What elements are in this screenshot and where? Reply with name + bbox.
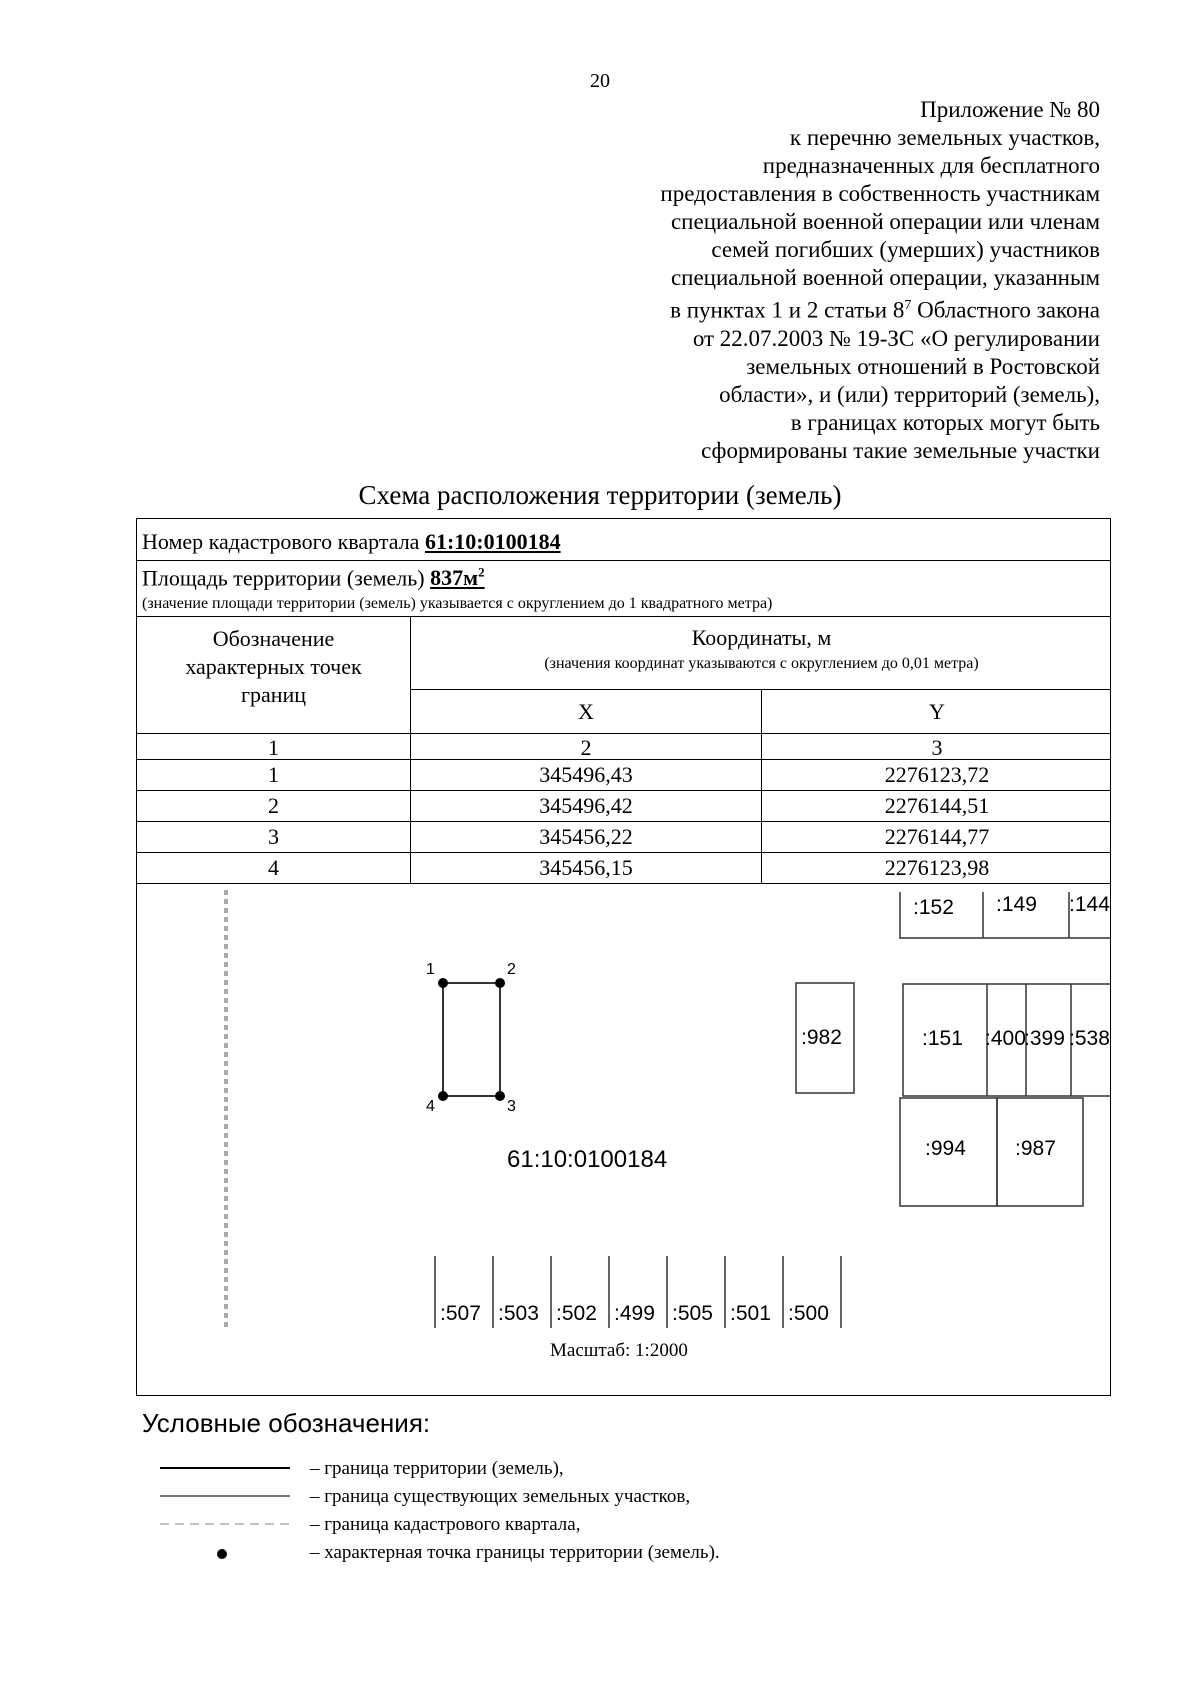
parcel-label: :505 (672, 1302, 713, 1325)
point-label: 3 (507, 1098, 516, 1115)
legend-title: Условные обозначения: (142, 1408, 431, 1438)
parcel-label: :538 (1069, 1027, 1110, 1050)
parcel-label: :400 (985, 1027, 1026, 1050)
parcel-label: :399 (1024, 1027, 1065, 1050)
legend-symbols (150, 1450, 310, 1570)
x-cell: 345456,15 (539, 855, 633, 880)
appendix-line: области», и (или) территорий (земель), (719, 381, 1100, 407)
appendix-line-tail: Областного закона (911, 297, 1100, 323)
parcel-label: :151 (922, 1027, 963, 1050)
parcel-label: :503 (498, 1302, 539, 1325)
boundary-point-marker (495, 1091, 505, 1101)
legend-item: – граница существующих земельных участков, (310, 1486, 691, 1507)
appendix-line: в границах которых могут быть (790, 409, 1100, 435)
point-symbol (217, 1549, 227, 1559)
boundary-point-marker (438, 978, 448, 988)
points-column-header: Обозначение характерных точек границ (185, 626, 362, 707)
parcel-label: :144 (1069, 893, 1110, 916)
y-header: Y (929, 699, 945, 724)
parcel-label: :502 (556, 1302, 597, 1325)
area-value: $837м^2$ (430, 565, 485, 591)
parcel-label: :499 (614, 1302, 655, 1325)
map-scale: Масштаб: 1:2000 (550, 1340, 688, 1361)
coords-note: (значения координат указываются с округлением до 0,01 метра) (544, 655, 979, 672)
cadastral-label: Номер кадастрового квартала (142, 529, 425, 554)
y-cell: 2276144,77 (884, 824, 990, 849)
point-label: 4 (426, 1098, 435, 1115)
point-label: 2 (507, 961, 516, 978)
parcel-label: :987 (1015, 1137, 1056, 1160)
appendix-line: предназначенных для бесплатного (762, 153, 1100, 178)
article-superscript: 7 (904, 298, 912, 313)
appendix-line: Приложение № 80 (920, 97, 1100, 122)
point-cell: 2 (268, 793, 279, 818)
parcel-label: :500 (788, 1302, 829, 1325)
x-header: X (578, 699, 594, 724)
y-cell: 2276123,72 (884, 762, 990, 787)
appendix-line: специальной военной операции, указанным (670, 265, 1100, 290)
point-label: 1 (426, 961, 435, 978)
parcel-label: :501 (730, 1302, 771, 1325)
index-cell: 3 (931, 735, 943, 760)
x-cell: 345496,43 (539, 762, 633, 787)
coords-header: Координаты, м (691, 625, 832, 650)
appendix-line: от 22.07.2003 № 19-ЗС «О регулировании (692, 325, 1100, 351)
parcel-label: :152 (913, 896, 954, 919)
parcel-label: :507 (440, 1302, 481, 1325)
point-cell: 3 (268, 824, 279, 849)
appendix-line: семей погибших (умерших) участников (711, 237, 1100, 262)
parcel-label: :982 (801, 1026, 842, 1049)
appendix-line: к перечню земельных участков, (789, 125, 1100, 150)
index-cell: 1 (268, 735, 279, 760)
legend-item: – граница кадастрового квартала, (310, 1514, 581, 1535)
appendix-line: земельных отношений в Ростовской (746, 353, 1100, 379)
appendix-line: в пунктах 1 и 2 статьи 8 (670, 297, 905, 323)
point-cell: 1 (268, 762, 279, 787)
appendix-line: сформированы такие земельные участки (701, 437, 1100, 463)
appendix-line: специальной военной операции или членам (670, 209, 1100, 234)
area-label: Площадь территории (земель) (142, 565, 431, 591)
y-cell: 2276144,51 (884, 793, 990, 818)
boundary-point-marker (495, 978, 505, 988)
parcel-label: :149 (996, 893, 1037, 916)
x-cell: 345496,42 (539, 793, 633, 818)
cadastral-value: 61:10:0100184 (424, 529, 561, 554)
y-cell: 2276123,98 (884, 855, 990, 880)
x-cell: 345456,22 (539, 824, 633, 849)
legend-item: – граница территории (земель), (310, 1458, 564, 1479)
legend-item: – характерная точка границы территории (земель). (310, 1542, 720, 1563)
appendix-line: предоставления в собственность участникам (660, 181, 1100, 206)
area-note: (значение площади территории (земель) указывается с округлением до 1 квадратного метра) (142, 595, 773, 612)
page-number: 20 (590, 70, 610, 92)
quarter-label: 61:10:0100184 (507, 1146, 668, 1173)
territory-boundary (443, 983, 500, 1096)
index-cell: 2 (580, 735, 592, 760)
parcel-label: :994 (925, 1137, 966, 1160)
point-cell: 4 (268, 855, 279, 880)
boundary-point-marker (438, 1091, 448, 1101)
schema-title: Схема расположения территории (земель) (358, 480, 842, 510)
